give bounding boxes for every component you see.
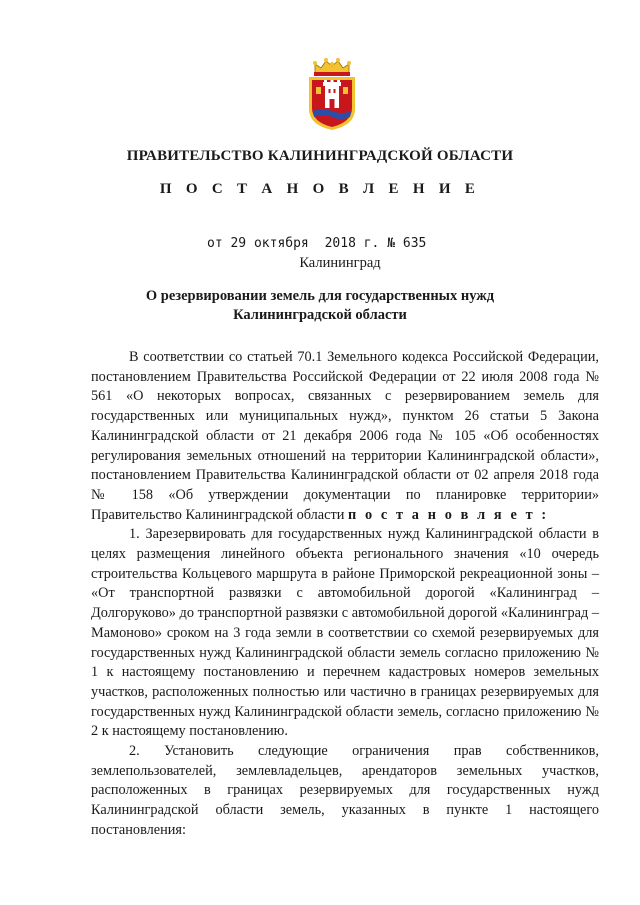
city: Калининград — [299, 255, 381, 271]
item-2-paragraph: 2. Установить следующие ограничения прав собственников, землепользователей, землевладельцев, арендаторов земельных участков, расположенных в границах резервируемых для государственных нужд Калининградской области земель, указанных в пункте 1 настоящего постановления: — [91, 743, 599, 838]
kaliningrad-coat-of-arms-icon — [303, 57, 361, 131]
resolves-word: п о с т а н о в л я е т : — [347, 506, 549, 523]
document-title — [80, 287, 560, 325]
intro-text: В соответствии со статьей 70.1 Земельного кодекса Российской Федерации, постановлением Правительства Российской Федерации от 22 июля 2008 года № 561 «О некоторых вопросах, связанных с резервированием земель для государственных или муниципальных нужд», пунктом 26 статьи 5 Закона Калининградской области от 21 декабря 2006 года № 105 «Об особенностях регулирования земельных отношений на территории Калининградской области», постановлением Правительства Калининградской области от 02 апреля 2018 года № 158 «Об утверждении документации по планировке территории» Правительство Калининградской области — [91, 349, 599, 523]
title-line-1: О резервировании земель для государственных нужд — [145, 288, 495, 304]
issuing-authority: ПРАВИТЕЛЬСТВО КАЛИНИНГРАДСКОЙ ОБЛАСТИ — [126, 148, 514, 164]
title-line-2: Калининградской области — [233, 307, 407, 323]
number-sign: № — [387, 236, 396, 251]
intro-paragraph — [91, 348, 599, 525]
date-year: 2018 г. — [324, 236, 380, 251]
item-1-paragraph: 1. Зарезервировать для государственных нужд Калининградской области в целях размещения линейного объекта регионального значения «10 очередь строительства Кольцевого маршрута в районе Приморской рекреационной зоны – «От транспортной развязки с автомобильной дорогой «Калининград – Долгоруково» до транспортной развязки с автомобильной дорогой «Калининград – Мамоново» сроком на 3 года земли в соответствии со схемой резервируемых для государственных нужд Калининградской области земель согласно приложению № 1 к настоящему постановлению и перечнем кадастровых номеров земельных участков, расположенных полностью или частично в границах резервируемых для государственных нужд Калининградской области земель, согласно приложению № 2 к настоящему постановлению. — [91, 526, 599, 740]
document-body — [91, 348, 599, 841]
date-prefix: от — [207, 236, 223, 251]
date-value: 29 октября — [230, 236, 309, 251]
document-number: 635 — [402, 236, 427, 251]
document-type: П О С Т А Н О В Л Е Н И Е — [159, 181, 481, 197]
date-number-line — [207, 236, 426, 251]
